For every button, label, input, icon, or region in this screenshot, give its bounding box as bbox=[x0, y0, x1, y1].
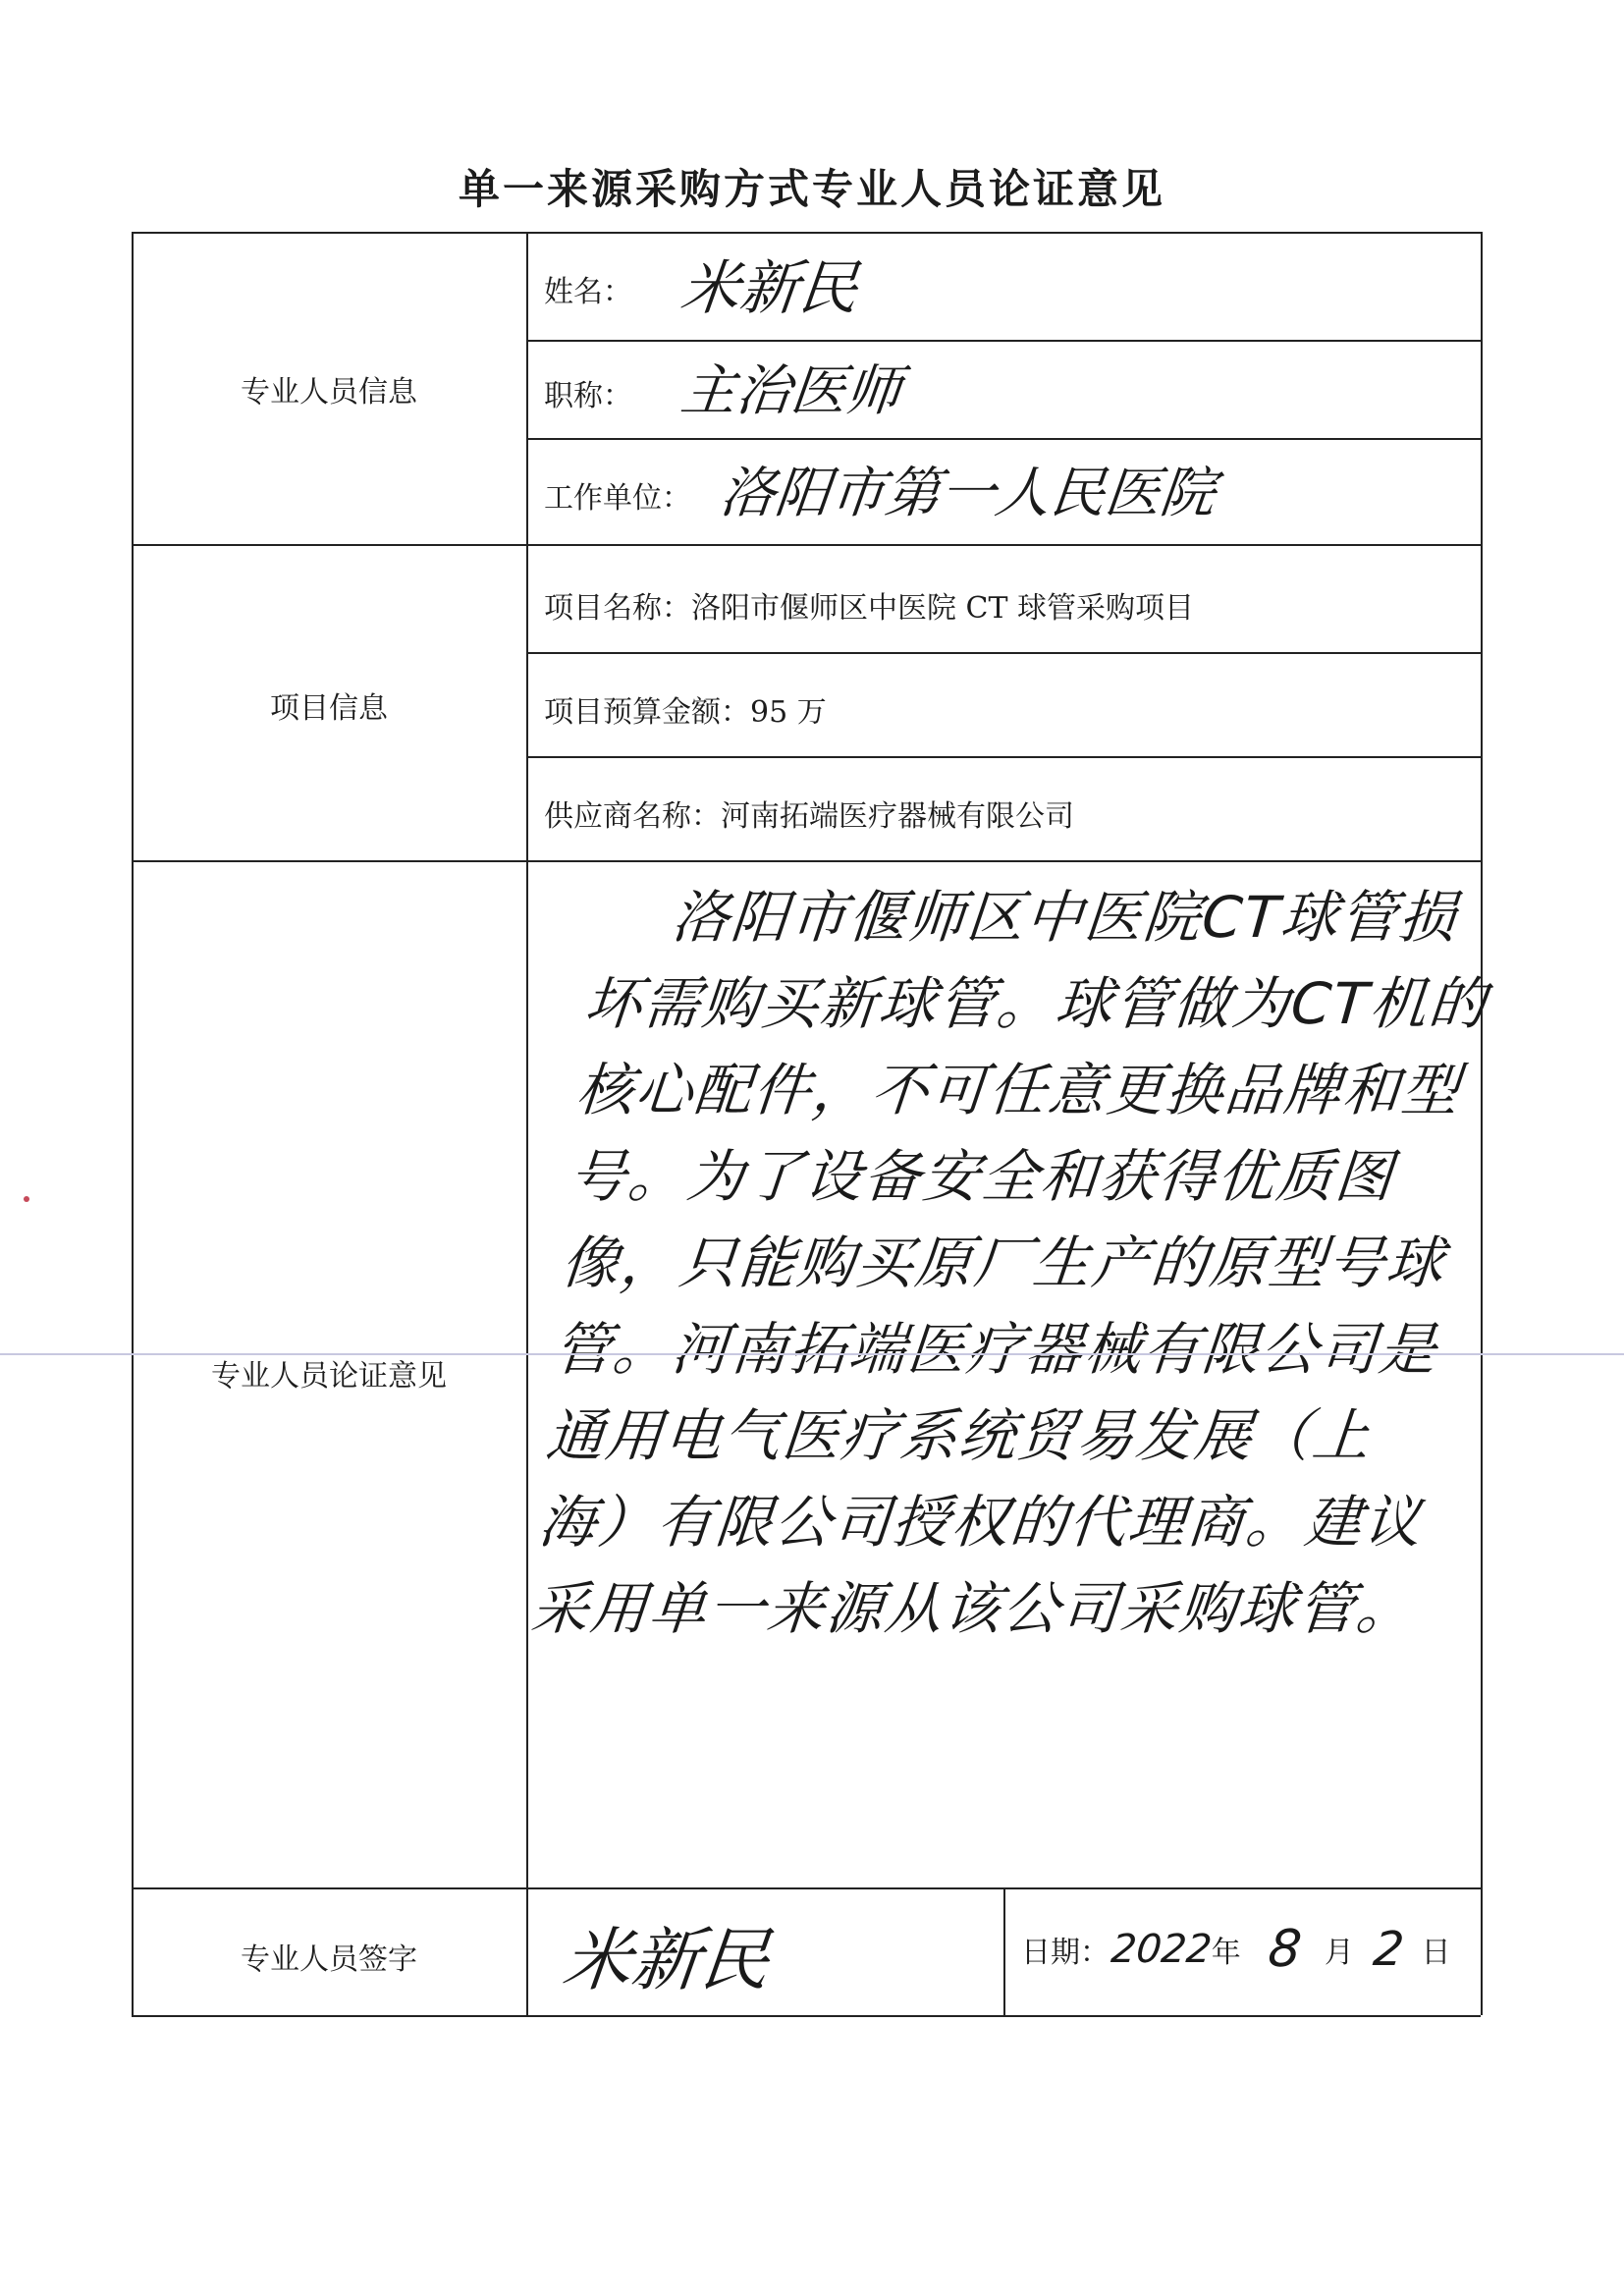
opinion-handwritten-text: 洛阳市偃师区中医院CT球管损坏需购买新球管。球管做为CT机的核心配件，不可任意更换品牌和型号。为了设备安全和获得优质图像，只能购买原厂生产的原型号球管。河南拓端医疗器械有限公司是通用电气医疗系统贸易发展（上海）有限公司授权的代理商。建议采用单一来源从该公司采购球管。 bbox=[528, 884, 1491, 1642]
name-label: 姓名： bbox=[544, 275, 632, 309]
row-divider bbox=[526, 652, 1481, 654]
name-value: 米新民 bbox=[677, 254, 862, 323]
date-year-suffix: 年 bbox=[1211, 1936, 1241, 1970]
unit-label: 工作单位： bbox=[544, 481, 691, 516]
table-border-left bbox=[132, 232, 134, 2015]
unit-value: 洛阳市第一人民医院 bbox=[717, 462, 1218, 525]
title-label: 职称： bbox=[544, 379, 632, 413]
table-border-bottom bbox=[132, 2015, 1481, 2017]
title-value: 主治医师 bbox=[677, 359, 904, 423]
row-divider bbox=[526, 340, 1481, 342]
section-label-personnel: 专业人员信息 bbox=[241, 375, 417, 410]
date-label: 日期： bbox=[1021, 1936, 1110, 1970]
date-day: 2 bbox=[1370, 1922, 1407, 1977]
project-supplier: 供应商名称：河南拓端医疗器械有限公司 bbox=[544, 799, 1074, 834]
date-year: 2022 bbox=[1109, 1927, 1215, 1972]
document-title: 单一来源采购方式专业人员论证意见 bbox=[458, 165, 1165, 213]
section-label-project: 项目信息 bbox=[270, 691, 388, 726]
section-divider bbox=[132, 544, 1481, 546]
row-divider bbox=[526, 438, 1481, 440]
date-month-suffix: 月 bbox=[1324, 1936, 1354, 1970]
section-divider bbox=[132, 860, 1481, 862]
scan-line bbox=[0, 1353, 1624, 1355]
date-day-suffix: 日 bbox=[1421, 1936, 1451, 1970]
date-field bbox=[1021, 1915, 1450, 1984]
scan-speck bbox=[24, 1196, 29, 1202]
column-divider bbox=[526, 232, 528, 2015]
project-name: 项目名称：洛阳市偃师区中医院 CT 球管采购项目 bbox=[544, 591, 1195, 626]
section-label-opinion: 专业人员论证意见 bbox=[211, 1359, 447, 1394]
signature-signer: 米新民 bbox=[559, 1920, 774, 2000]
table-border-top bbox=[132, 232, 1481, 234]
section-label-signature: 专业人员签字 bbox=[241, 1942, 417, 1977]
section-divider bbox=[132, 1887, 1481, 1889]
date-cell-divider bbox=[1003, 1887, 1005, 2015]
date-month: 8 bbox=[1265, 1920, 1305, 1979]
row-divider bbox=[526, 756, 1481, 758]
project-budget: 项目预算金额：95 万 bbox=[544, 695, 827, 730]
